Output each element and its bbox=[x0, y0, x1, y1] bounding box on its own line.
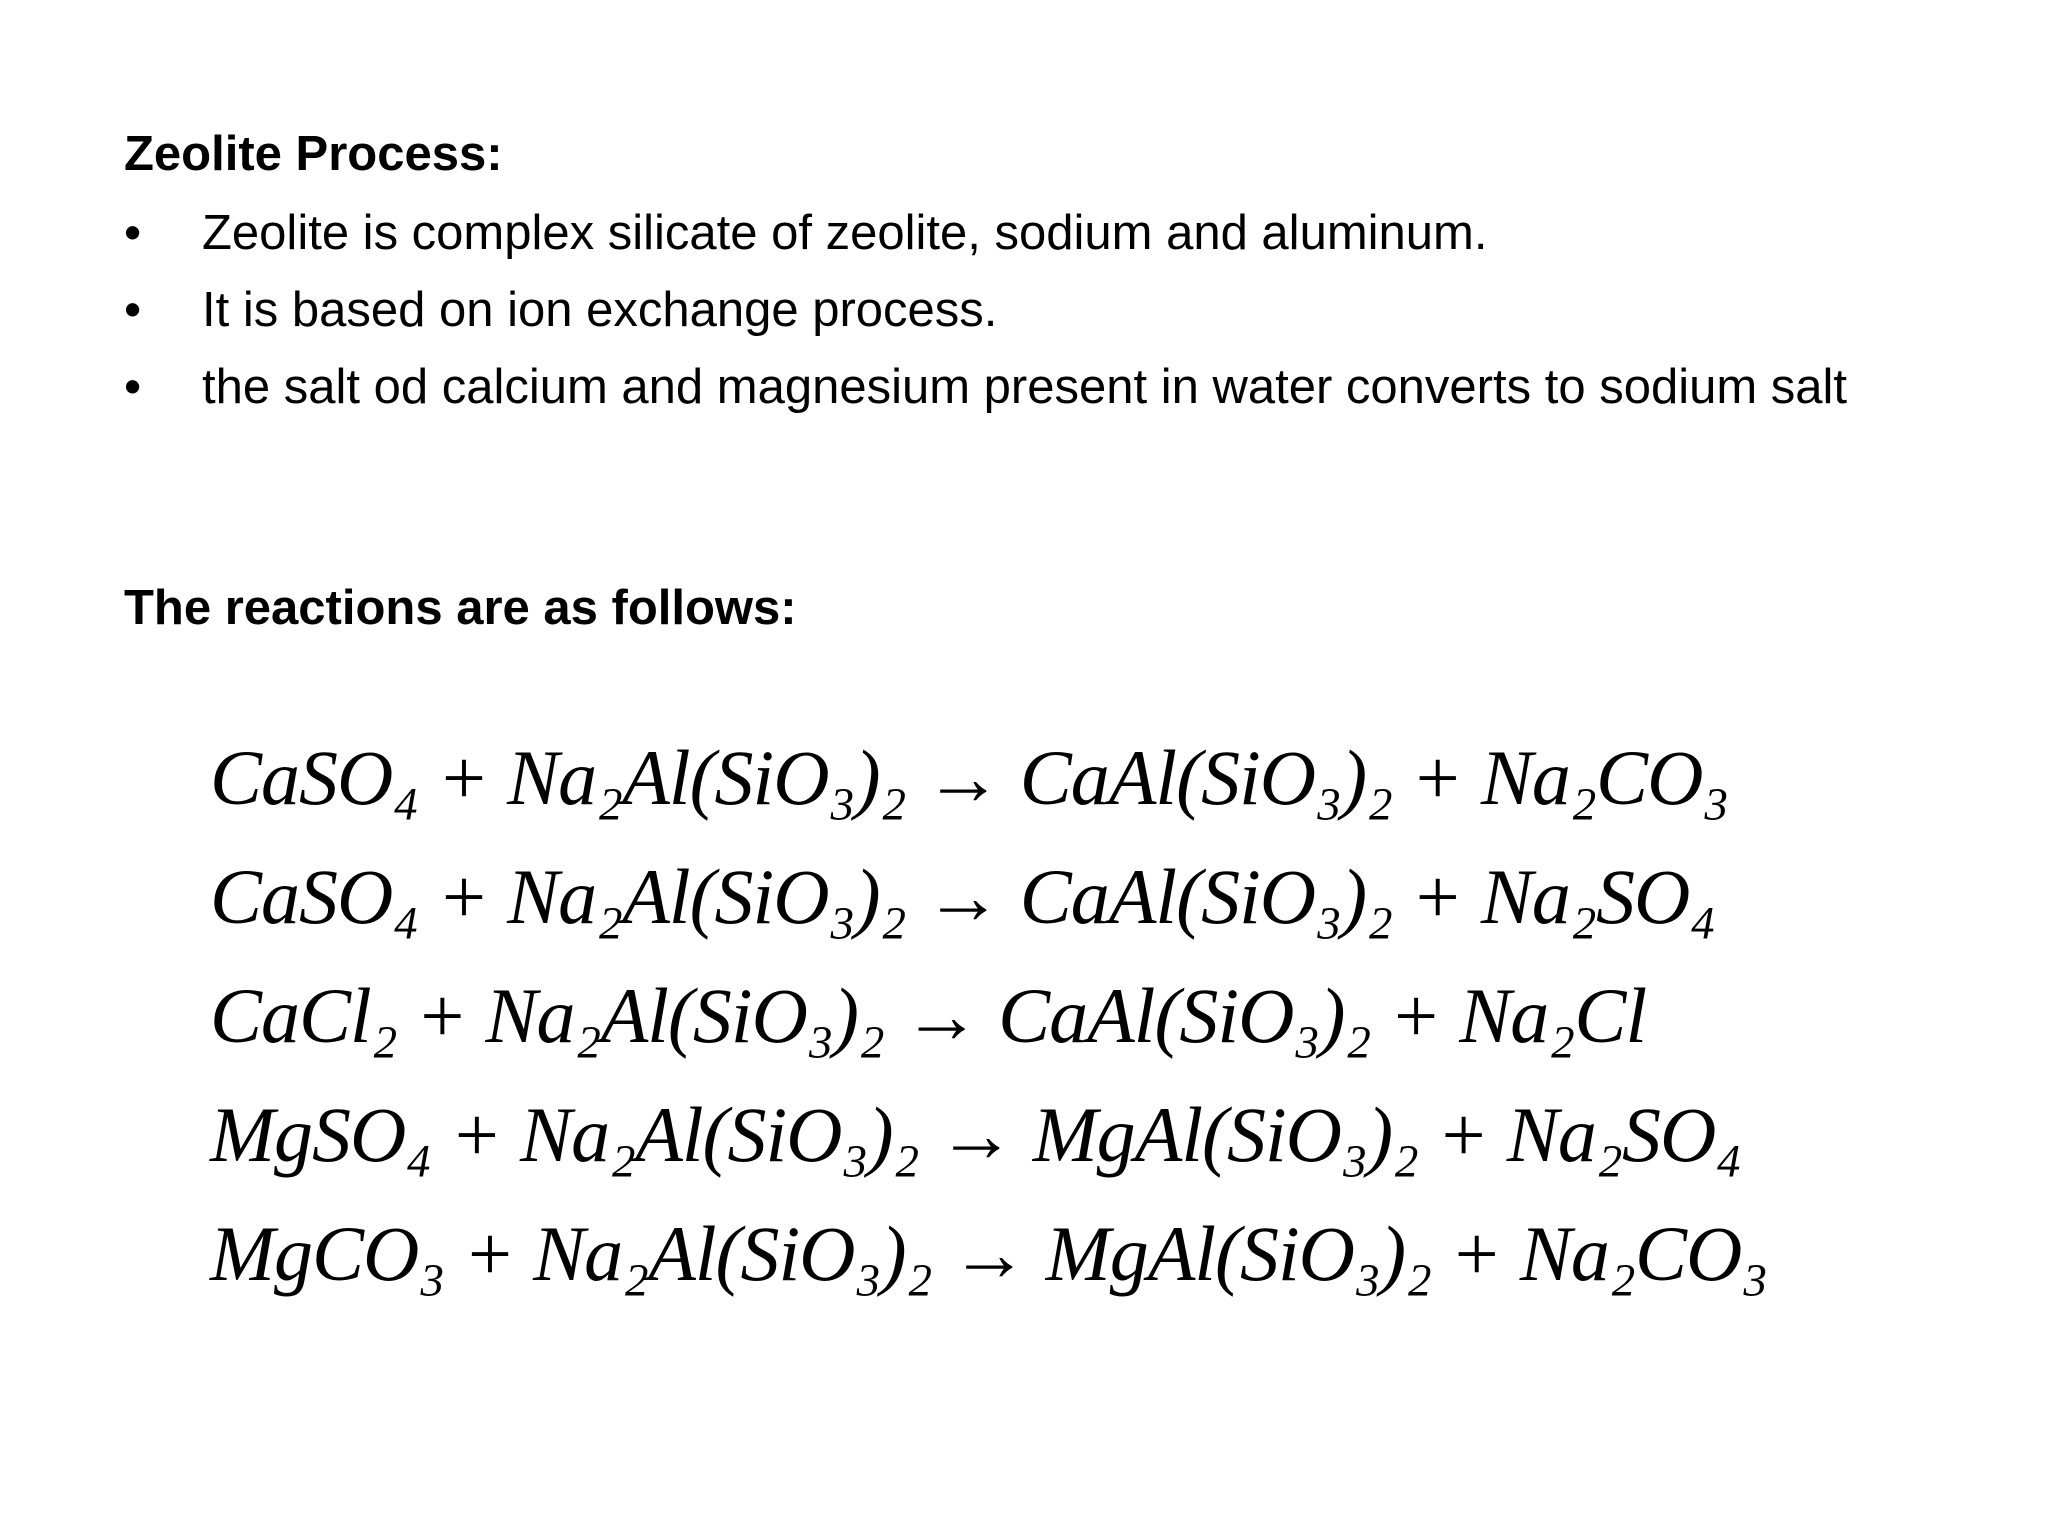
bullet-text: It is based on ion exchange process. bbox=[202, 283, 998, 337]
equation: MgSO₄ + Na₂Al(SiO₃)₂ → MgAl(SiO₃)₂ + Na₂SO₄ bbox=[210, 1091, 1742, 1178]
reactions-heading: The reactions are as follows: bbox=[124, 581, 797, 635]
equation: CaSO₄ + Na₂Al(SiO₃)₂ → CaAl(SiO₃)₂ + Na₂SO₄ bbox=[210, 853, 1716, 940]
equation: MgCO₃ + Na₂Al(SiO₃)₂ → MgAl(SiO₃)₂ + Na₂CO₃ bbox=[210, 1210, 1768, 1297]
bullet-icon bbox=[124, 195, 154, 272]
list-item bbox=[124, 195, 1892, 272]
page-title: Zeolite Process: bbox=[124, 127, 503, 181]
list-item bbox=[124, 272, 1892, 349]
bullet-text: Zeolite is complex silicate of zeolite, sodium and aluminum. bbox=[202, 206, 1488, 260]
bullet-text: the salt od calcium and magnesium present in water converts to sodium salt bbox=[202, 360, 1848, 414]
equation: CaSO₄ + Na₂Al(SiO₃)₂ → CaAl(SiO₃)₂ + Na₂CO₃ bbox=[210, 734, 1729, 821]
list-item bbox=[124, 349, 1892, 426]
equation-list bbox=[210, 718, 1767, 1313]
bullet-list bbox=[124, 195, 1924, 426]
bullet-icon bbox=[124, 349, 154, 426]
equation: CaCl₂ + Na₂Al(SiO₃)₂ → CaAl(SiO₃)₂ + Na₂Cl bbox=[210, 972, 1647, 1059]
bullet-icon bbox=[124, 272, 154, 349]
